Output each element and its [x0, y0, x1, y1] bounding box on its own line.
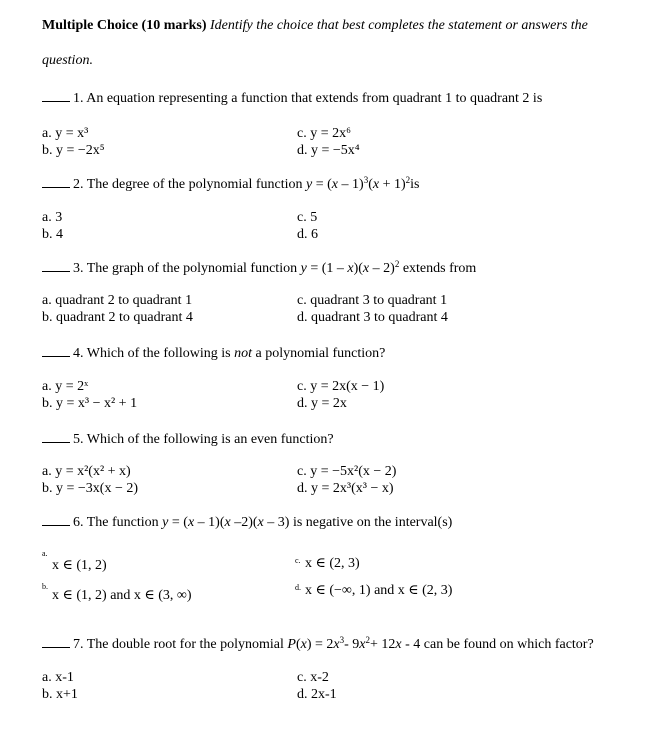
q2-option-d: d. 6	[297, 227, 318, 242]
q7-option-a: a. x-1	[42, 670, 74, 685]
instructions-line-2: question.	[42, 53, 93, 68]
q5-option-c: c. y = −5x²(x − 2)	[297, 464, 397, 479]
answer-blank[interactable]	[42, 345, 70, 357]
section-title: Multiple Choice (10 marks)	[42, 18, 207, 33]
q3-option-a: a. quadrant 2 to quadrant 1	[42, 293, 193, 308]
q2-option-c: c. 5	[297, 210, 318, 225]
q6-option-b-letter: b.	[42, 582, 48, 591]
q6-option-d: x ∈ (−∞, 1) and x ∈ (2, 3)	[305, 583, 453, 598]
instructions-line-1	[42, 18, 588, 34]
instructions-text: Identify the choice that best completes the statement or answers the	[209, 18, 588, 33]
q2-equation: $y = (x - 1)^3(x + 1)^2$	[306, 175, 411, 192]
q4-option-b: b. y = x³ − x² + 1	[42, 396, 138, 411]
q5-option-a: a. y = x²(x² + x)	[42, 464, 131, 479]
q7-option-b: b. x+1	[42, 687, 78, 702]
q2-option-b: b. 4	[42, 227, 63, 242]
q1-option-a: a. y = x³	[42, 126, 89, 141]
q1-option-b: b. y = −2x⁵	[42, 143, 105, 158]
q1-option-d: d. y = −5x⁴	[297, 143, 360, 158]
answer-blank[interactable]	[42, 514, 70, 526]
q1-option-c: c. y = 2x⁶	[297, 126, 351, 141]
q5-option-b: b. y = −3x(x − 2)	[42, 481, 139, 496]
q7-option-d: d. 2x-1	[297, 687, 337, 702]
q3-option-b: b. quadrant 2 to quadrant 4	[42, 310, 193, 325]
q3-option-c: c. quadrant 3 to quadrant 1	[297, 293, 448, 308]
answer-blank[interactable]	[42, 636, 70, 648]
q7-option-c: c. x-2	[297, 670, 329, 685]
answer-blank[interactable]	[42, 260, 70, 272]
question-3: 3. The graph of the polynomial function y = (1 – x)(x – 2)$^2$ extends from	[42, 260, 476, 277]
q5-option-d: d. y = 2x³(x³ − x)	[297, 481, 394, 496]
q6-option-d-letter: d.	[295, 583, 301, 592]
question-6: 6. The function y = (x – 1)(x –2)(x – 3) is negative on the interval(s)	[42, 514, 452, 531]
q2-option-a: a. 3	[42, 210, 63, 225]
q4-option-d: d. y = 2x	[297, 396, 347, 411]
q4-option-c: c. y = 2x(x − 1)	[297, 379, 385, 394]
q6-equation: y = (x – 1)(x –2)(x – 3)	[162, 515, 290, 530]
question-4: 4. Which of the following is not a polynomial function?	[42, 345, 385, 362]
question-2: 2. The degree of the polynomial function $y = (x - 1)^3(x + 1)^2is$	[42, 176, 419, 193]
q3-option-d: d. quadrant 3 to quadrant 4	[297, 310, 448, 325]
q6-option-b: x ∈ (1, 2) and x ∈ (3, ∞)	[52, 588, 192, 603]
q6-option-c: x ∈ (2, 3)	[305, 556, 360, 571]
question-7: 7. The double root for the polynomial $P(x) = 2x^3-$ $9x^2+ 12x - 4$ can be found on which factor?	[42, 636, 594, 653]
q6-option-a-letter: a.	[42, 549, 48, 558]
question-1: 1. An equation representing a function that extends from quadrant 1 to quadrant 2 is	[42, 90, 542, 107]
q7-equation: $P(x) = 2x^3-$ $9x^2+ 12x - 4$	[287, 635, 421, 652]
q3-equation: y = (1 – x)(x – 2)$^2$	[300, 259, 400, 276]
answer-blank[interactable]	[42, 431, 70, 443]
answer-blank[interactable]	[42, 176, 70, 188]
q6-option-c-letter: c.	[295, 556, 301, 565]
answer-blank[interactable]	[42, 90, 70, 102]
question-5: 5. Which of the following is an even function?	[42, 431, 334, 448]
q4-option-a: a. y = 2ˣ	[42, 379, 89, 394]
q6-option-a: x ∈ (1, 2)	[52, 558, 107, 573]
